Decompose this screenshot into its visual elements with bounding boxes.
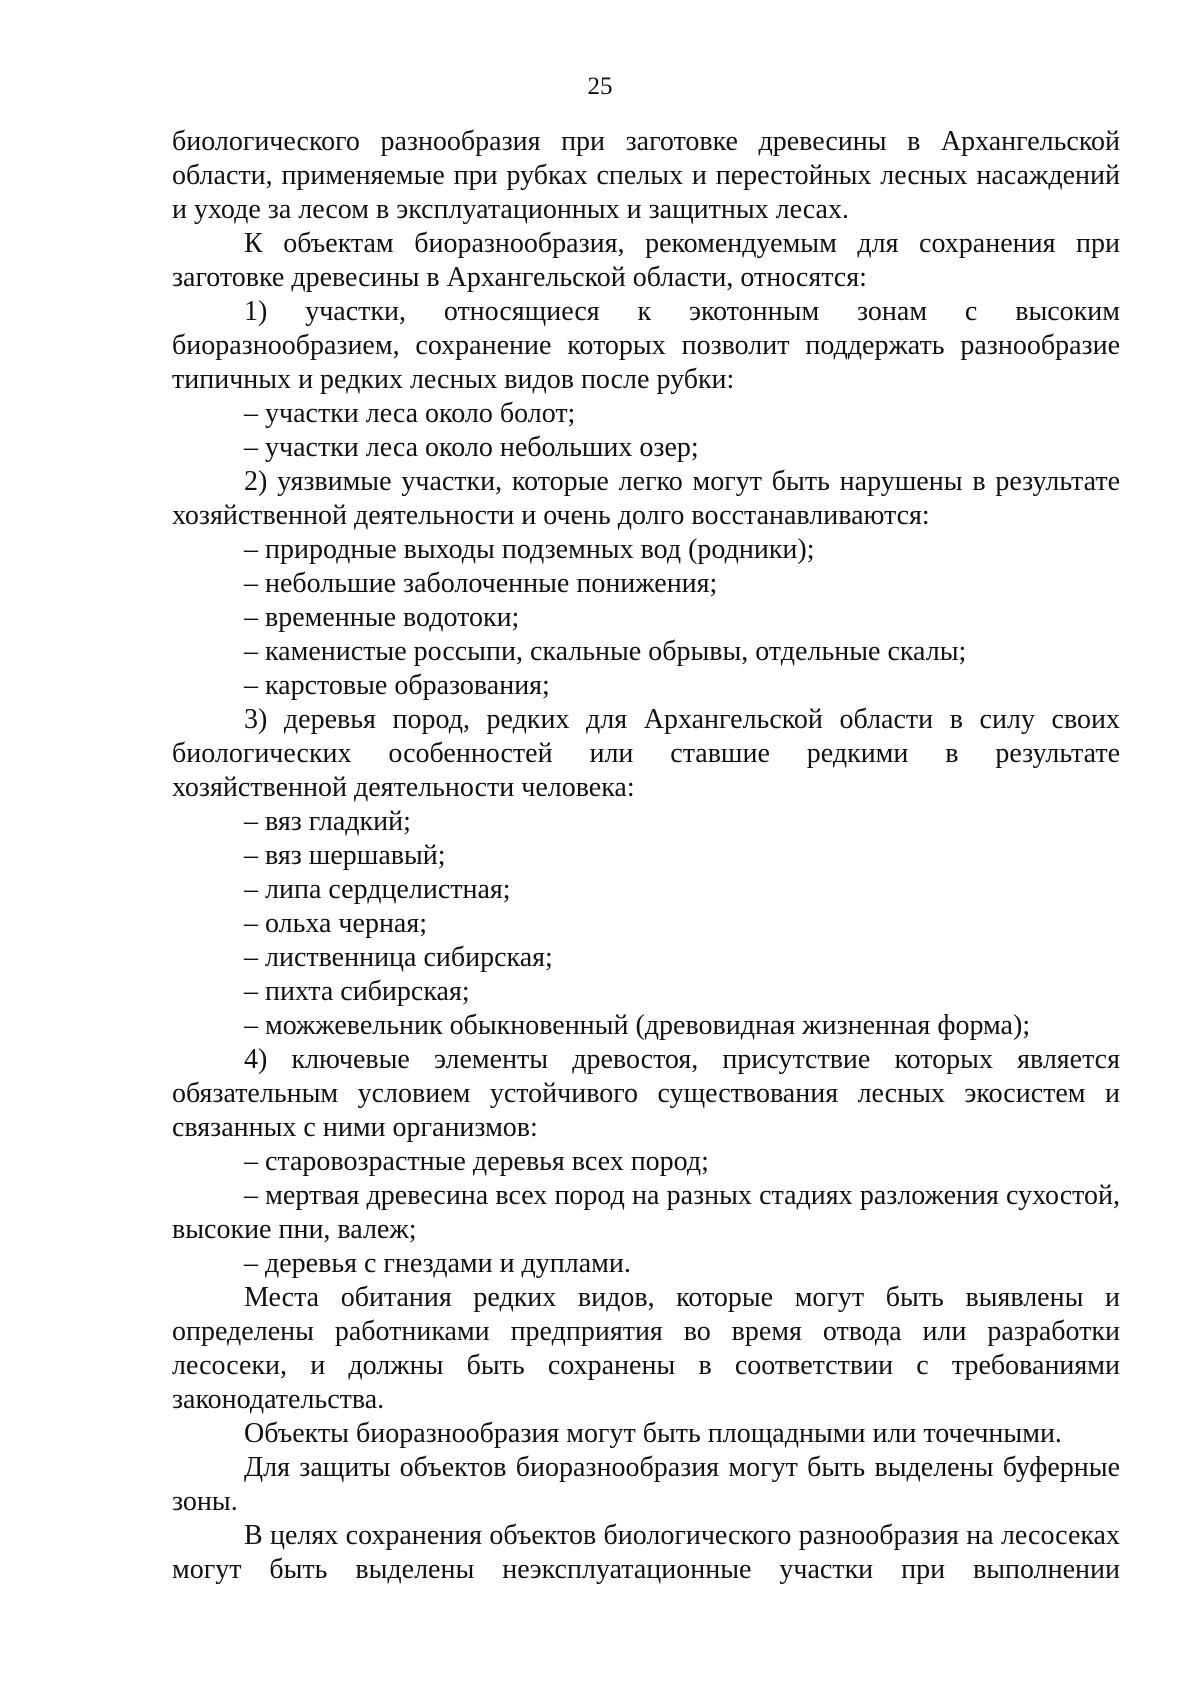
list-item: – небольшие заболоченные понижения;	[244, 568, 718, 599]
paragraph: Места обитания редких видов, которые могут быть выявлены и определены работниками предприятия во время отвода или разработки лесосеки, и должны быть сохранены в соответствии с требованиями законодательства.	[172, 1282, 1120, 1415]
paragraph: – мертвая древесина всех пород на разных стадиях разложения сухостой, высокие пни, валеж;	[172, 1180, 1120, 1245]
list-item: – липа сердцелистная;	[244, 874, 511, 905]
paragraph: 4) ключевые элементы древостоя, присутствие которых является обязательным условием устойчивого существования лесных экосистем и связанных с ними организмов:	[172, 1044, 1120, 1143]
list-item: – вяз шершавый;	[244, 840, 446, 871]
list-item: – каменистые россыпи, скальные обрывы, отдельные скалы;	[244, 636, 967, 667]
list-item: – вяз гладкий;	[244, 806, 411, 837]
paragraph: биологического разнообразия при заготовке древесины в Архангельской области, применяемые при рубках спелых и перестойных лесных насаждений и уходе за лесом в эксплуатационных и защитных лесах.	[172, 126, 1120, 225]
list-item: – ольха черная;	[244, 908, 428, 939]
paragraph: В целях сохранения объектов биологического разнообразия на лесосеках могут быть выделены неэксплуатационные участки при выполнении	[172, 1520, 1120, 1585]
paragraph: К объектам биоразнообразия, рекомендуемым для сохранения при заготовке древесины в Архангельской области, относятся:	[172, 228, 1120, 293]
list-item: – карстовые образования;	[244, 670, 550, 701]
list-item: – природные выходы подземных вод (родники);	[244, 534, 815, 565]
list-item: – временные водотоки;	[244, 602, 520, 633]
list-item: – деревья с гнездами и дуплами.	[244, 1248, 631, 1279]
paragraph: 1) участки, относящиеся к экотонным зонам с высоким биоразнообразием, сохранение которых позволит поддержать разнообразие типичных и редких лесных видов после рубки:	[172, 296, 1120, 395]
paragraph: Объекты биоразнообразия могут быть площадными или точечными.	[244, 1418, 1062, 1449]
list-item: – участки леса около болот;	[244, 398, 576, 429]
document-body	[172, 125, 1120, 1587]
paragraph: 2) уязвимые участки, которые легко могут быть нарушены в результате хозяйственной деятельности и очень долго восстанавливаются:	[172, 466, 1120, 531]
list-item: – пихта сибирская;	[244, 976, 470, 1007]
list-item: – участки леса около небольших озер;	[244, 432, 699, 463]
paragraph: Для защиты объектов биоразнообразия могут быть выделены буферные зоны.	[172, 1452, 1120, 1517]
page-number: 25	[587, 73, 613, 100]
paragraph: 3) деревья пород, редких для Архангельской области в силу своих биологических особенностей или ставшие редкими в результате хозяйственной деятельности человека:	[172, 704, 1120, 803]
list-item: – старовозрастные деревья всех пород;	[244, 1146, 709, 1177]
list-item: – можжевельник обыкновенный (древовидная жизненная форма);	[244, 1010, 1031, 1041]
list-item: – лиственница сибирская;	[244, 942, 553, 973]
